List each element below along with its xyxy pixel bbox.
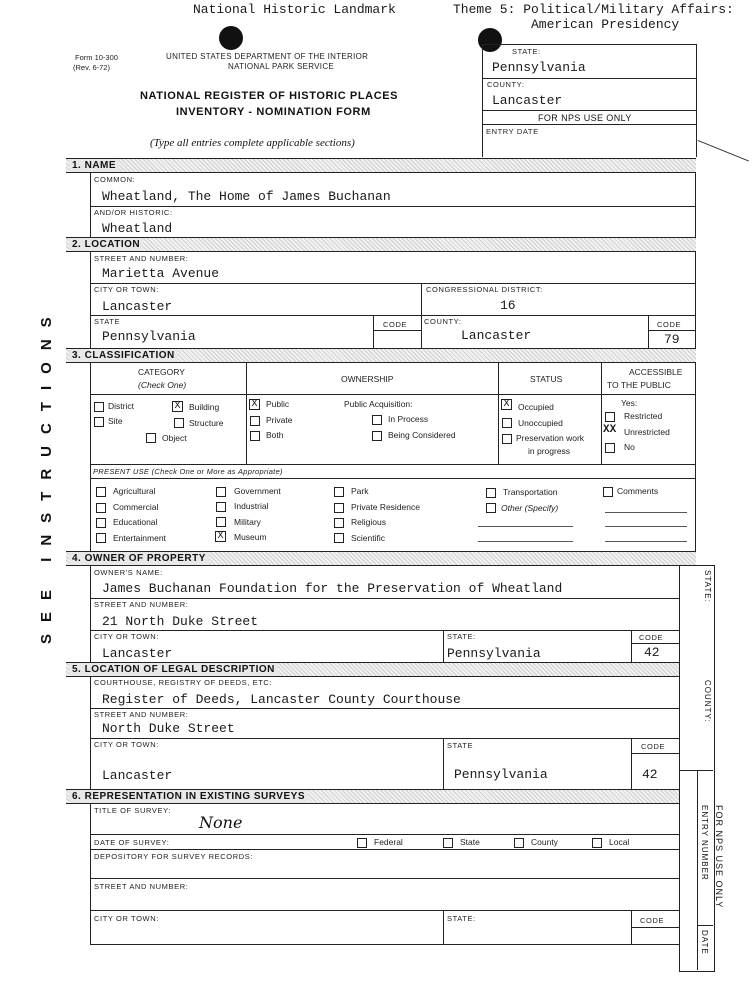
form-subtitle: INVENTORY - NOMINATION FORM (176, 106, 371, 118)
checkbox-building[interactable]: X (172, 401, 183, 412)
survey-city-label: CITY OR TOWN: (94, 914, 159, 923)
owner-city-label: CITY OR TOWN: (94, 632, 159, 641)
checkbox-government[interactable] (216, 487, 226, 497)
loc-county-code: 79 (664, 332, 680, 347)
legal-city-label: CITY OR TOWN: (94, 740, 159, 749)
label-educational: Educational (113, 517, 158, 527)
park-service: NATIONAL PARK SERVICE (228, 62, 335, 71)
label-scientific: Scientific (351, 533, 386, 543)
loc-state: Pennsylvania (102, 329, 196, 344)
label-other: Other (Specify) (501, 503, 559, 513)
checkbox-unoccupied[interactable] (502, 418, 512, 428)
legal-courthouse: Register of Deeds, Lancaster County Courthouse (102, 692, 461, 707)
label-site: Site (108, 416, 123, 426)
checkbox-both[interactable] (250, 431, 260, 441)
category-title: CATEGORY (138, 367, 185, 377)
section-6-header: 6. REPRESENTATION IN EXISTING SURVEYS (66, 789, 679, 804)
checkbox-museum[interactable]: X (215, 531, 226, 542)
legal-code: 42 (642, 767, 658, 782)
label-restricted: Restricted (624, 411, 663, 421)
label-commercial: Commercial (113, 502, 159, 512)
label-object: Object (162, 433, 187, 443)
form-revision: (Rev. 6-72) (73, 63, 110, 72)
legal-street: North Duke Street (102, 721, 235, 736)
label-park: Park (351, 486, 369, 496)
survey-date-label: DATE OF SURVEY: (94, 838, 170, 847)
loc-state-label: STATE (94, 317, 121, 326)
label-unoccupied: Unoccupied (518, 418, 563, 428)
checkbox-in-process[interactable] (372, 415, 382, 425)
top-county-value: Lancaster (492, 93, 563, 108)
department: UNITED STATES DEPARTMENT OF THE INTERIOR (166, 52, 369, 61)
checkbox-educational[interactable] (96, 518, 106, 528)
loc-county-code-label: CODE (657, 320, 682, 329)
label-military: Military (234, 517, 261, 527)
owner-state: Pennsylvania (447, 646, 541, 661)
label-public: Public (266, 399, 290, 409)
historic-label: AND/OR HISTORIC: (94, 208, 173, 217)
label-building: Building (189, 402, 220, 412)
checkbox-restricted[interactable] (605, 412, 615, 422)
top-county-label: COUNTY: (487, 80, 525, 89)
side-date: DATE (700, 930, 709, 955)
label-no: No (624, 442, 635, 452)
top-state-value: Pennsylvania (492, 60, 586, 75)
margin-stroke (698, 140, 749, 162)
owner-name-label: OWNER'S NAME: (94, 568, 163, 577)
access-title-1: ACCESSIBLE (629, 367, 683, 377)
label-both: Both (266, 430, 284, 440)
legal-state-label: STATE (447, 741, 474, 750)
side-entry-number: ENTRY NUMBER (700, 805, 709, 881)
label-entertainment: Entertainment (113, 533, 166, 543)
checkbox-military[interactable] (216, 517, 226, 527)
nps-use-only: FOR NPS USE ONLY (538, 113, 632, 123)
depository-label: DEPOSITORY FOR SURVEY RECORDS: (94, 852, 254, 861)
label-government: Government (234, 486, 281, 496)
survey-title-handwritten: None (199, 813, 243, 832)
loc-county: Lancaster (461, 328, 532, 343)
owner-street: 21 North Duke Street (102, 614, 259, 629)
checkbox-other[interactable] (486, 503, 496, 513)
checkbox-private[interactable] (250, 416, 260, 426)
checkbox-unrestricted[interactable]: XX (603, 424, 617, 436)
checkbox-transportation[interactable] (486, 488, 496, 498)
owner-city: Lancaster (102, 646, 173, 661)
label-district: District (108, 401, 134, 411)
legal-street-label: STREET AND NUMBER: (94, 710, 189, 719)
ownership-title: OWNERSHIP (341, 374, 394, 384)
label-transportation: Transportation (503, 487, 558, 497)
loc-county-label: COUNTY: (424, 317, 462, 326)
side-state-label: STATE: (703, 570, 712, 603)
section-4-header: 4. OWNER OF PROPERTY (66, 551, 696, 566)
common-label: COMMON: (94, 175, 136, 184)
category-sub: (Check One) (138, 380, 187, 390)
checkbox-preservation[interactable] (502, 434, 512, 444)
landmark-title: National Historic Landmark (193, 2, 396, 17)
label-federal: Federal (374, 837, 403, 847)
owner-street-label: STREET AND NUMBER: (94, 600, 189, 609)
label-industrial: Industrial (234, 501, 269, 511)
label-being-considered: Being Considered (388, 430, 456, 440)
checkbox-structure[interactable] (174, 418, 184, 428)
owner-state-label: STATE: (447, 632, 476, 641)
loc-city: Lancaster (102, 299, 173, 314)
label-county: County (531, 837, 558, 847)
district-label: CONGRESSIONAL DISTRICT: (426, 285, 543, 294)
loc-street: Marietta Avenue (102, 266, 220, 281)
theme-line-1: Theme 5: Political/Military Affairs: (453, 2, 734, 17)
label-unrestricted: Unrestricted (624, 427, 670, 437)
checkbox-site[interactable] (94, 417, 104, 427)
loc-city-label: CITY OR TOWN: (94, 285, 159, 294)
owner-name: James Buchanan Foundation for the Preservation of Wheatland (102, 581, 563, 596)
label-preservation-1: Preservation work (516, 433, 585, 443)
common-name: Wheatland, The Home of James Buchanan (102, 189, 391, 204)
owner-code: 42 (644, 645, 660, 660)
binder-hole-1 (219, 26, 243, 50)
owner-code-label: CODE (639, 633, 664, 642)
see-instructions: SEE INSTRUCTIONS (38, 305, 55, 644)
loc-state-code-label: CODE (383, 320, 408, 329)
checkbox-park[interactable] (334, 487, 344, 497)
label-religious: Religious (351, 517, 386, 527)
historic-name: Wheatland (102, 221, 173, 236)
checkbox-state[interactable] (443, 838, 453, 848)
form-number: Form 10-300 (75, 53, 118, 62)
top-state-label: STATE: (512, 47, 541, 56)
side-nps-use: FOR NPS USE ONLY (714, 805, 724, 909)
checkbox-county[interactable] (514, 838, 524, 848)
checkbox-religious[interactable] (334, 518, 344, 528)
legal-code-label: CODE (641, 742, 666, 751)
checkbox-federal[interactable] (357, 838, 367, 848)
legal-courthouse-label: COURTHOUSE, REGISTRY OF DEEDS, ETC: (94, 678, 273, 687)
checkbox-district[interactable] (94, 402, 104, 412)
survey-code-label: CODE (640, 916, 665, 925)
label-occupied: Occupied (518, 402, 554, 412)
present-use-label: PRESENT USE (Check One or More as Appropriate) (93, 467, 283, 476)
entry-date-label: ENTRY DATE (486, 127, 539, 136)
section-3-header: 3. CLASSIFICATION (66, 348, 696, 363)
checkbox-occupied[interactable]: X (501, 399, 512, 410)
access-title-2: TO THE PUBLIC (607, 380, 671, 390)
checkbox-public[interactable]: X (249, 399, 260, 410)
label-agricultural: Agricultural (113, 486, 156, 496)
section-5-header: 5. LOCATION OF LEGAL DESCRIPTION (66, 662, 679, 677)
label-state: State (460, 837, 480, 847)
legal-city: Lancaster (102, 768, 173, 783)
label-structure: Structure (189, 418, 224, 428)
checkbox-commercial[interactable] (96, 503, 106, 513)
checkbox-being-considered[interactable] (372, 431, 382, 441)
side-county-label: COUNTY: (703, 680, 712, 723)
label-comments: Comments (617, 486, 659, 496)
survey-title-label: TITLE OF SURVEY: (94, 806, 171, 815)
section-1-header: 1. NAME (66, 158, 696, 173)
survey-street-label: STREET AND NUMBER: (94, 882, 189, 891)
label-local: Local (609, 837, 630, 847)
status-title: STATUS (530, 374, 563, 384)
checkbox-local[interactable] (592, 838, 602, 848)
checkbox-private-residence[interactable] (334, 503, 344, 513)
label-in-process: In Process (388, 414, 429, 424)
label-museum: Museum (234, 532, 267, 542)
checkbox-comments[interactable] (603, 487, 613, 497)
checkbox-industrial[interactable] (216, 502, 226, 512)
section-2-header: 2. LOCATION (66, 237, 696, 252)
checkbox-scientific[interactable] (334, 533, 344, 543)
district-value: 16 (500, 298, 516, 313)
survey-state-label: STATE: (447, 914, 476, 923)
label-private: Private (266, 415, 293, 425)
label-public-acquisition: Public Acquisition: (344, 399, 413, 409)
legal-state: Pennsylvania (454, 767, 548, 782)
checkbox-no[interactable] (605, 443, 615, 453)
checkbox-agricultural[interactable] (96, 487, 106, 497)
loc-street-label: STREET AND NUMBER: (94, 254, 189, 263)
checkbox-entertainment[interactable] (96, 533, 106, 543)
label-preservation-2: in progress (528, 446, 571, 456)
form-title: NATIONAL REGISTER OF HISTORIC PLACES (140, 90, 399, 102)
theme-line-2: American Presidency (531, 17, 680, 32)
checkbox-object[interactable] (146, 433, 156, 443)
type-instruction: (Type all entries complete applicable sections) (150, 137, 355, 149)
label-private-residence: Private Residence (351, 502, 420, 512)
label-yes: Yes: (621, 398, 638, 408)
